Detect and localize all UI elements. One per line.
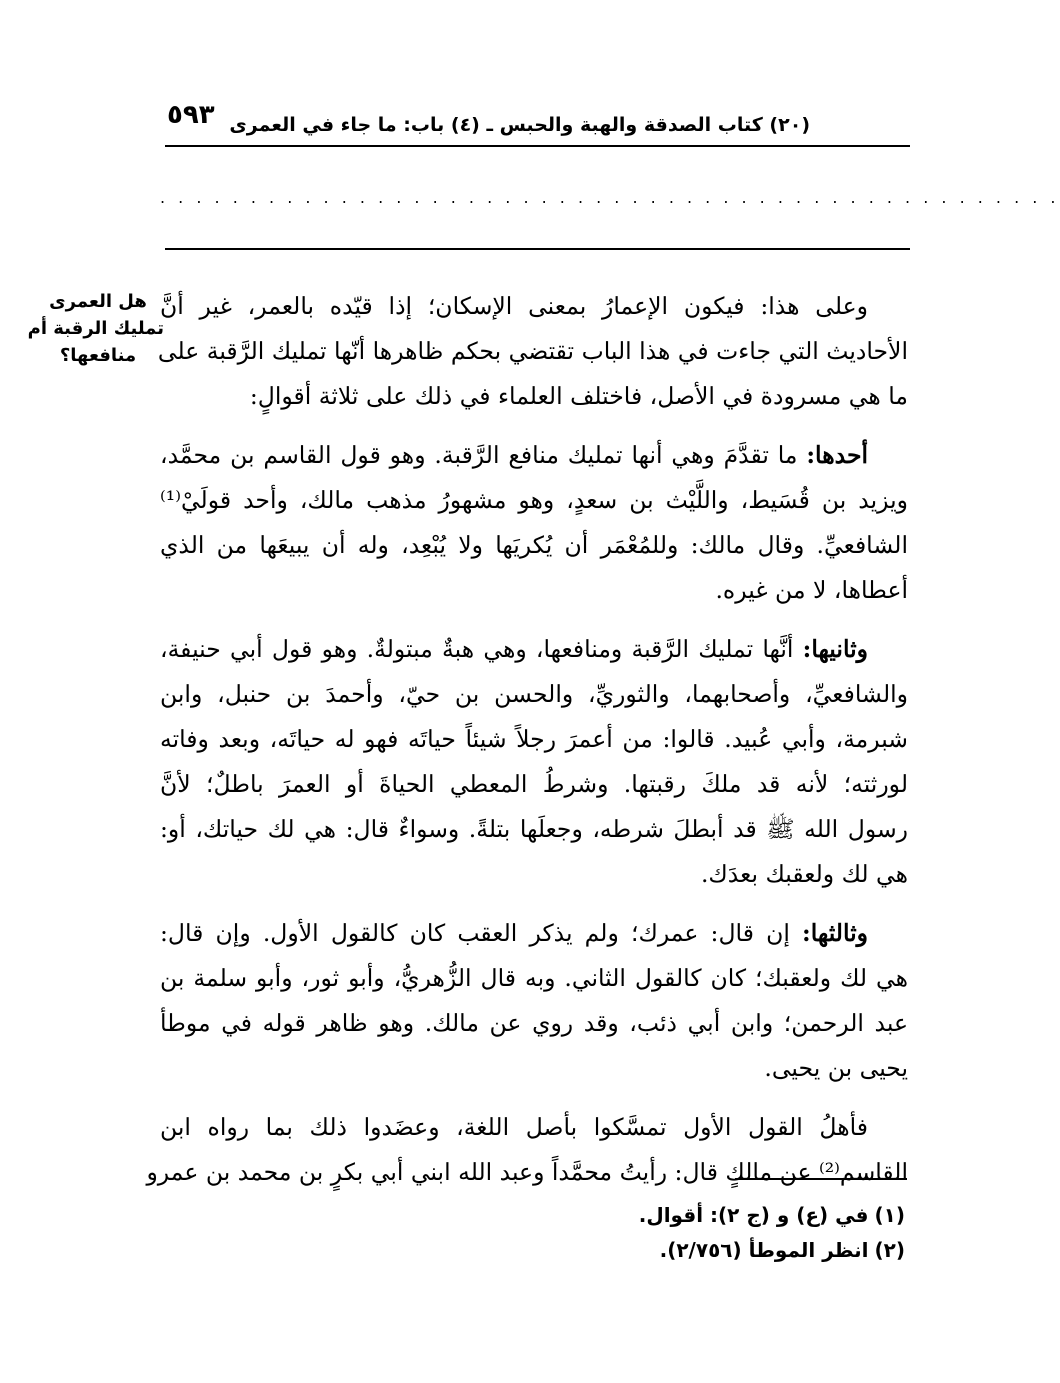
- text-line: الشافعيِّ. وقال مالك: وللمُعْمَر أن يُكريَها ولا يُبْعِد، وله أن يبيعَها من الذي: [160, 531, 908, 559]
- paragraph-second-opinion: [160, 627, 908, 897]
- text-line: [160, 627, 908, 672]
- text-line: فأهلُ القول الأول تمسَّكوا بأصل اللغة، وعضَدوا ذلك بما رواه ابن: [160, 1113, 868, 1141]
- footnote-mark: (٢): [874, 1238, 905, 1262]
- opinion-heading: وثالثها:: [802, 919, 868, 947]
- opinion-heading: وثانيها:: [802, 635, 868, 663]
- footnote-text: في (ع) و (ج ٢): أقوال.: [638, 1203, 869, 1227]
- running-title: (٢٠) كتاب الصدقة والهبة والحبس ـ (٤) باب: ما جاء في العمرى: [229, 114, 810, 136]
- text-line: [160, 433, 908, 478]
- text-line: الأحاديث التي جاءت في هذا الباب تقتضي بحكم ظاهرها أنّها تمليك الرَّقبة على: [157, 337, 908, 365]
- footnote-rule: [735, 1178, 907, 1180]
- footnote-1: [360, 1198, 905, 1233]
- text-run: إن قال: عمرك؛ ولم يذكر العقب كان كالقول الأول. وإن قال:: [160, 919, 803, 947]
- footnotes: [360, 1198, 905, 1268]
- text-line: عبد الرحمن؛ وابن أبي ذئب، وقد روي عن مالك. وهو ظاهر قوله في موطأ: [160, 1009, 908, 1037]
- margin-note-line-1: هل العمرى: [49, 291, 147, 312]
- footnote-mark: (١): [874, 1203, 905, 1227]
- text-line: أعطاها، لا من غيره.: [715, 576, 908, 604]
- text-run: أنَّها تمليك الرَّقبة ومنافعها، وهي هبةٌ مبتولةٌ. وهو قول أبي حنيفة،: [160, 635, 803, 663]
- text-run: ما تقدَّمَ وهي أنها تمليك منافع الرَّقبة. وهو قول القاسم بن محمَّد،: [160, 441, 807, 469]
- paragraph-intro: [157, 284, 908, 419]
- text-line: وعلى هذا: فيكون الإعمارُ بمعنى الإسكان؛ إذا قيّده بالعمر، غير أنَّ: [160, 292, 868, 320]
- margin-note-line-3: منافعها؟: [59, 345, 137, 366]
- text-line: القاسم⁽²⁾ عن مالكٍ قال: رأيتُ محمَّداً وعبد الله ابني أبي بكرٍ بن محمد بن عمرو: [146, 1158, 908, 1186]
- page-number: ٥٩٣: [167, 100, 215, 130]
- margin-note: [27, 288, 164, 369]
- text-line: شبرمة، وأبي عُبيد. قالوا: من أعمرَ رجلاً شيئاً حياتَه فهو له حياتَه، وبعد وفاته: [160, 725, 908, 753]
- body-text: [146, 284, 908, 1195]
- section-rule: [165, 248, 910, 250]
- text-line: يحيى بن يحيى.: [764, 1054, 908, 1082]
- footnote-text: انظر الموطأ (٢/٧٥٦).: [659, 1238, 869, 1262]
- header-rule: [165, 145, 910, 147]
- text-line: ويزيد بن قُسَيط، واللَّيْث بن سعدٍ، وهو مشهورُ مذهب مالك، وأحد قولَيْ⁽¹⁾: [160, 486, 908, 514]
- margin-note-line-2: تمليك الرقبة أم: [27, 318, 164, 339]
- text-line: هي لك ولعقبك بعدَك.: [700, 860, 908, 888]
- footnote-2: [360, 1233, 905, 1268]
- omission-dots: . . . . . . . . . . . . . . . . . . . . . . . . . . . . . . . . . . . . . . . . . . . . . . . . . .: [160, 188, 1060, 207]
- paragraph-evidence: [146, 1105, 908, 1195]
- text-line: ما هي مسرودة في الأصل، فاختلف العلماء في ذلك على ثلاثة أقوالٍ:: [249, 382, 908, 410]
- opinion-heading: أحدها:: [806, 441, 868, 469]
- text-line: [160, 911, 908, 956]
- text-line: لورثته؛ لأنه قد ملكَ رقبتها. وشرطُ المعطي الحياةَ أو العمرَ باطلٌ؛ لأنَّ: [160, 770, 908, 798]
- page-header: [165, 98, 910, 144]
- text-line: هي لك ولعقبك؛ كان كالقول الثاني. وبه قال الزُّهريُّ، وأبو ثور، وأبو سلمة بن: [160, 964, 908, 992]
- paragraph-first-opinion: [160, 433, 908, 613]
- paragraph-third-opinion: [160, 911, 908, 1091]
- text-line: رسول الله ﷺ قد أبطلَ شرطه، وجعلَها بتلةً. وسواءٌ قال: هي لك حياتك، أو:: [160, 815, 908, 843]
- text-line: والشافعيِّ، وأصحابهما، والثوريِّ، والحسن بن حيّ، وأحمدَ بن حنبل، وابن: [160, 680, 908, 708]
